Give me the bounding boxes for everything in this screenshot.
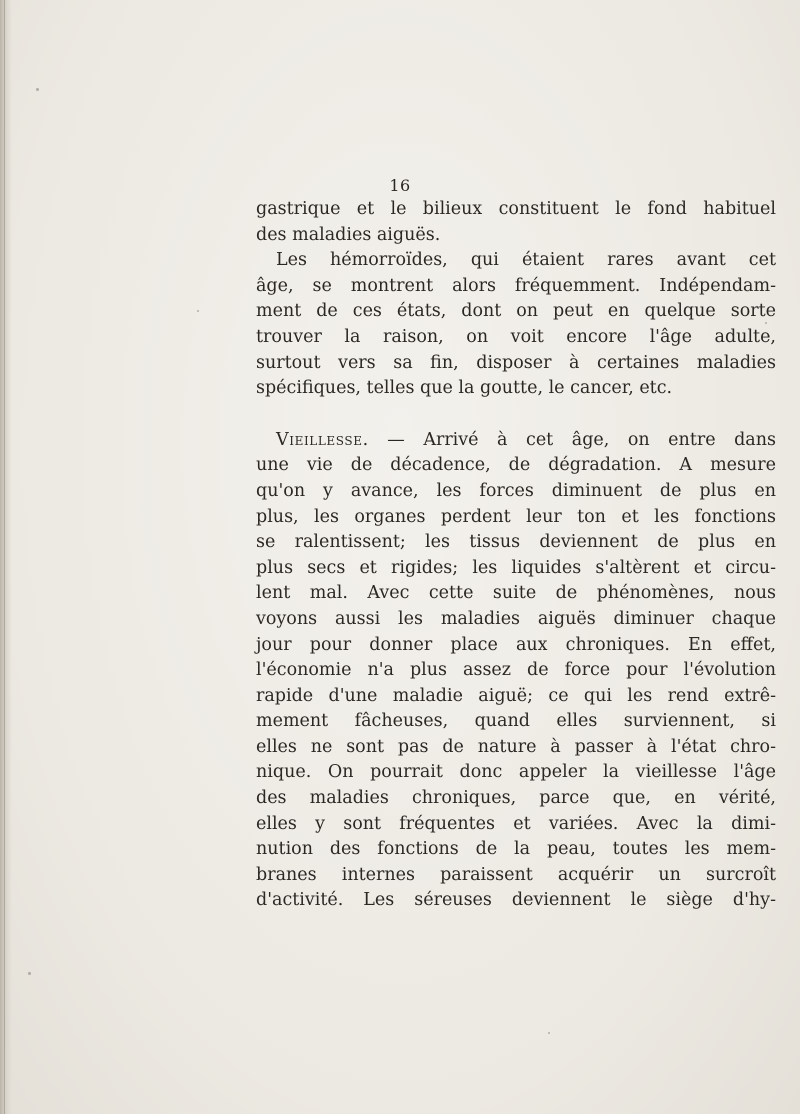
text-line: jour pour donner place aux chroniques. En effet,: [256, 634, 776, 655]
text-line: trouver la raison, on voit encore l'âge adulte,: [256, 326, 776, 347]
text-line: surtout vers sa fin, disposer à certaines maladies: [256, 352, 776, 373]
text-line: voyons aussi les maladies aiguës diminuer chaque: [256, 608, 776, 629]
text-line: une vie de décadence, de dégradation. A mesure: [256, 455, 776, 476]
text-line: ment de ces états, dont on peut en quelque sorte: [256, 301, 776, 322]
text-line: branes internes paraissent acquérir un surcroît: [256, 864, 776, 885]
text-line: l'économie n'a plus assez de force pour l'évolution: [256, 660, 776, 681]
text-line: qu'on y avance, les forces diminuent de plus en: [256, 480, 776, 501]
paragraph-gap: [256, 402, 776, 428]
paper-speck: [765, 322, 767, 324]
body-text: [256, 197, 776, 914]
text-line: [256, 428, 776, 454]
paper-speck: [197, 310, 199, 312]
page-binding-edge: [0, 0, 12, 1114]
text-line: spécifiques, telles que la goutte, le cancer, etc.: [256, 378, 673, 399]
text-line: se ralentissent; les tissus deviennent de plus en: [256, 532, 776, 553]
text-line: âge, se montrent alors fréquemment. Indépendam-: [256, 275, 776, 296]
paper-speck: [28, 972, 31, 975]
text-line: plus, les organes perdent leur ton et les fonctions: [256, 506, 776, 527]
text-line: d'activité. Les séreuses deviennent le siège d'hy-: [256, 890, 776, 911]
text-line: des maladies aiguës.: [256, 224, 441, 245]
paper-speck: [548, 1032, 550, 1034]
page-number: 16: [389, 176, 411, 195]
section-heading: Vieillesse.: [276, 429, 369, 450]
text-line: plus secs et rigides; les liquides s'altèrent et circu-: [256, 557, 776, 578]
text-line: elles y sont fréquentes et variées. Avec la dimi-: [256, 813, 776, 834]
text-line: des maladies chroniques, parce que, en vérité,: [256, 788, 776, 809]
text-line: nution des fonctions de la peau, toutes les mem-: [256, 839, 776, 860]
heading-line-rest: — Arrivé à cet âge, on entre dans: [387, 429, 776, 450]
binding-line: [4, 0, 5, 1114]
text-line: rapide d'une maladie aiguë; ce qui les rend extrê-: [256, 685, 776, 706]
text-line: gastrique et le bilieux constituent le fond habituel: [256, 199, 776, 219]
text-line: elles ne sont pas de nature à passer à l'état chro-: [256, 736, 776, 757]
text-line: mement fâcheuses, quand elles surviennent, si: [256, 711, 776, 732]
text-line: nique. On pourrait donc appeler la vieillesse l'âge: [256, 762, 776, 783]
text-line: Les hémorroïdes, qui étaient rares avant cet: [276, 250, 776, 271]
text-line: lent mal. Avec cette suite de phénomènes, nous: [256, 583, 776, 604]
paper-speck: [36, 88, 39, 91]
